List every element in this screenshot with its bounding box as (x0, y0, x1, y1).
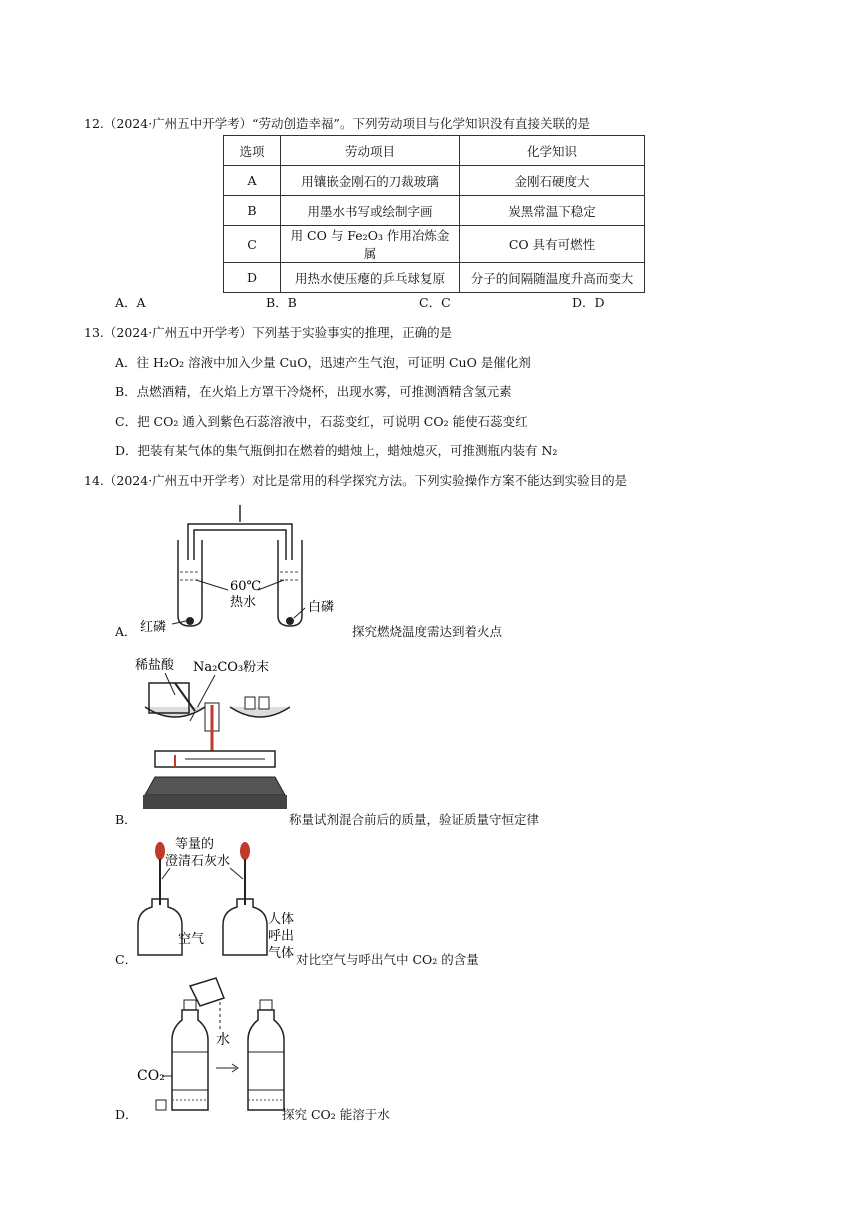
figure-label: CO₂ (137, 1068, 165, 1084)
q12-answer-d: D．D (572, 295, 605, 310)
table-row (224, 226, 645, 263)
q12-table (223, 135, 645, 293)
table-cell: 金刚石硬度大 (460, 166, 645, 196)
figure-label: 呼出 (268, 929, 295, 944)
table-row (224, 263, 645, 293)
figure-label: 气体 (268, 946, 295, 961)
figure-label: 红磷 (140, 620, 167, 635)
figure-label: 人体 (268, 912, 295, 927)
q12-answer-a: A．A (115, 295, 146, 310)
q14-option-c-letter: C． (115, 952, 138, 967)
limewater-bottles-figure (130, 833, 300, 963)
q14-option-a-letter: A． (115, 624, 137, 639)
table-row (224, 196, 645, 226)
table-cell: 炭黑常温下稳定 (460, 196, 645, 226)
figure-label: 热水 (230, 595, 257, 610)
q14-option-b-letter: B． (115, 812, 137, 827)
table-header-cell: 化学知识 (460, 136, 645, 166)
q13-option-b: B．点燃酒精，在火焰上方罩干冷烧杯，出现水雾，可推测酒精含氢元素 (115, 384, 512, 399)
table-row (224, 166, 645, 196)
table-cell: 用热水使压瘪的乒乓球复原 (281, 263, 460, 293)
q14-option-b-caption: 称量试剂混合前后的质量，验证质量守恒定律 (289, 812, 540, 827)
balance-apparatus-figure (135, 655, 290, 820)
combustion-apparatus-figure (140, 500, 355, 640)
table-cell: 用镶嵌金刚石的刀裁玻璃 (281, 166, 460, 196)
table-header-row (224, 136, 645, 166)
q14-option-a-caption: 探究燃烧温度需达到着火点 (352, 624, 503, 639)
table-cell: C (224, 226, 281, 263)
figure-label: Na₂CO₃粉末 (193, 660, 270, 675)
q14-option-d-caption: 探究 CO₂ 能溶于水 (282, 1107, 390, 1122)
table-cell: 用 CO 与 Fe₂O₃ 作用冶炼金属 (281, 226, 460, 263)
table-header-cell: 选项 (224, 136, 281, 166)
q12-stem: 12.（2024·广州五中开学考）“劳动创造幸福”。下列劳动项目与化学知识没有直接关联的是 (84, 116, 590, 131)
co2-bottle-figure (132, 972, 287, 1120)
figure-label: 澄清石灰水 (165, 854, 231, 869)
figure-label: 白磷 (308, 600, 335, 615)
q13-option-a: A．往 H₂O₂ 溶液中加入少量 CuO，迅速产生气泡，可证明 CuO 是催化剂 (115, 355, 531, 370)
figure-label: 60℃ (230, 579, 262, 594)
table-header-cell: 劳动项目 (281, 136, 460, 166)
figure-label: 稀盐酸 (135, 658, 175, 673)
figure-label: 等量的 (175, 837, 215, 852)
q13-stem: 13.（2024·广州五中开学考）下列基于实验事实的推理，正确的是 (84, 325, 453, 340)
figure-label: 水 (216, 1032, 230, 1048)
q12-answer-b: B．B (266, 295, 297, 310)
q14-option-c-caption: 对比空气与呼出气中 CO₂ 的含量 (296, 952, 479, 967)
q13-option-c: C．把 CO₂ 通入到紫色石蕊溶液中，石蕊变红，可说明 CO₂ 能使石蕊变红 (115, 414, 528, 429)
table-cell: CO 具有可燃性 (460, 226, 645, 263)
table-cell: B (224, 196, 281, 226)
q12-answer-c: C．C (419, 295, 451, 310)
q14-stem: 14.（2024·广州五中开学考）对比是常用的科学探究方法。下列实验操作方案不能达到实验目的是 (84, 473, 628, 488)
figure-label: 空气 (178, 932, 205, 947)
q14-option-d-letter: D． (115, 1107, 138, 1122)
table-cell: 用墨水书写或绘制字画 (281, 196, 460, 226)
table-cell: A (224, 166, 281, 196)
table-cell: D (224, 263, 281, 293)
table-cell: 分子的间隔随温度升高而变大 (460, 263, 645, 293)
q13-option-d: D．把装有某气体的集气瓶倒扣在燃着的蜡烛上，蜡烛熄灭，可推测瓶内装有 N₂ (115, 443, 558, 458)
